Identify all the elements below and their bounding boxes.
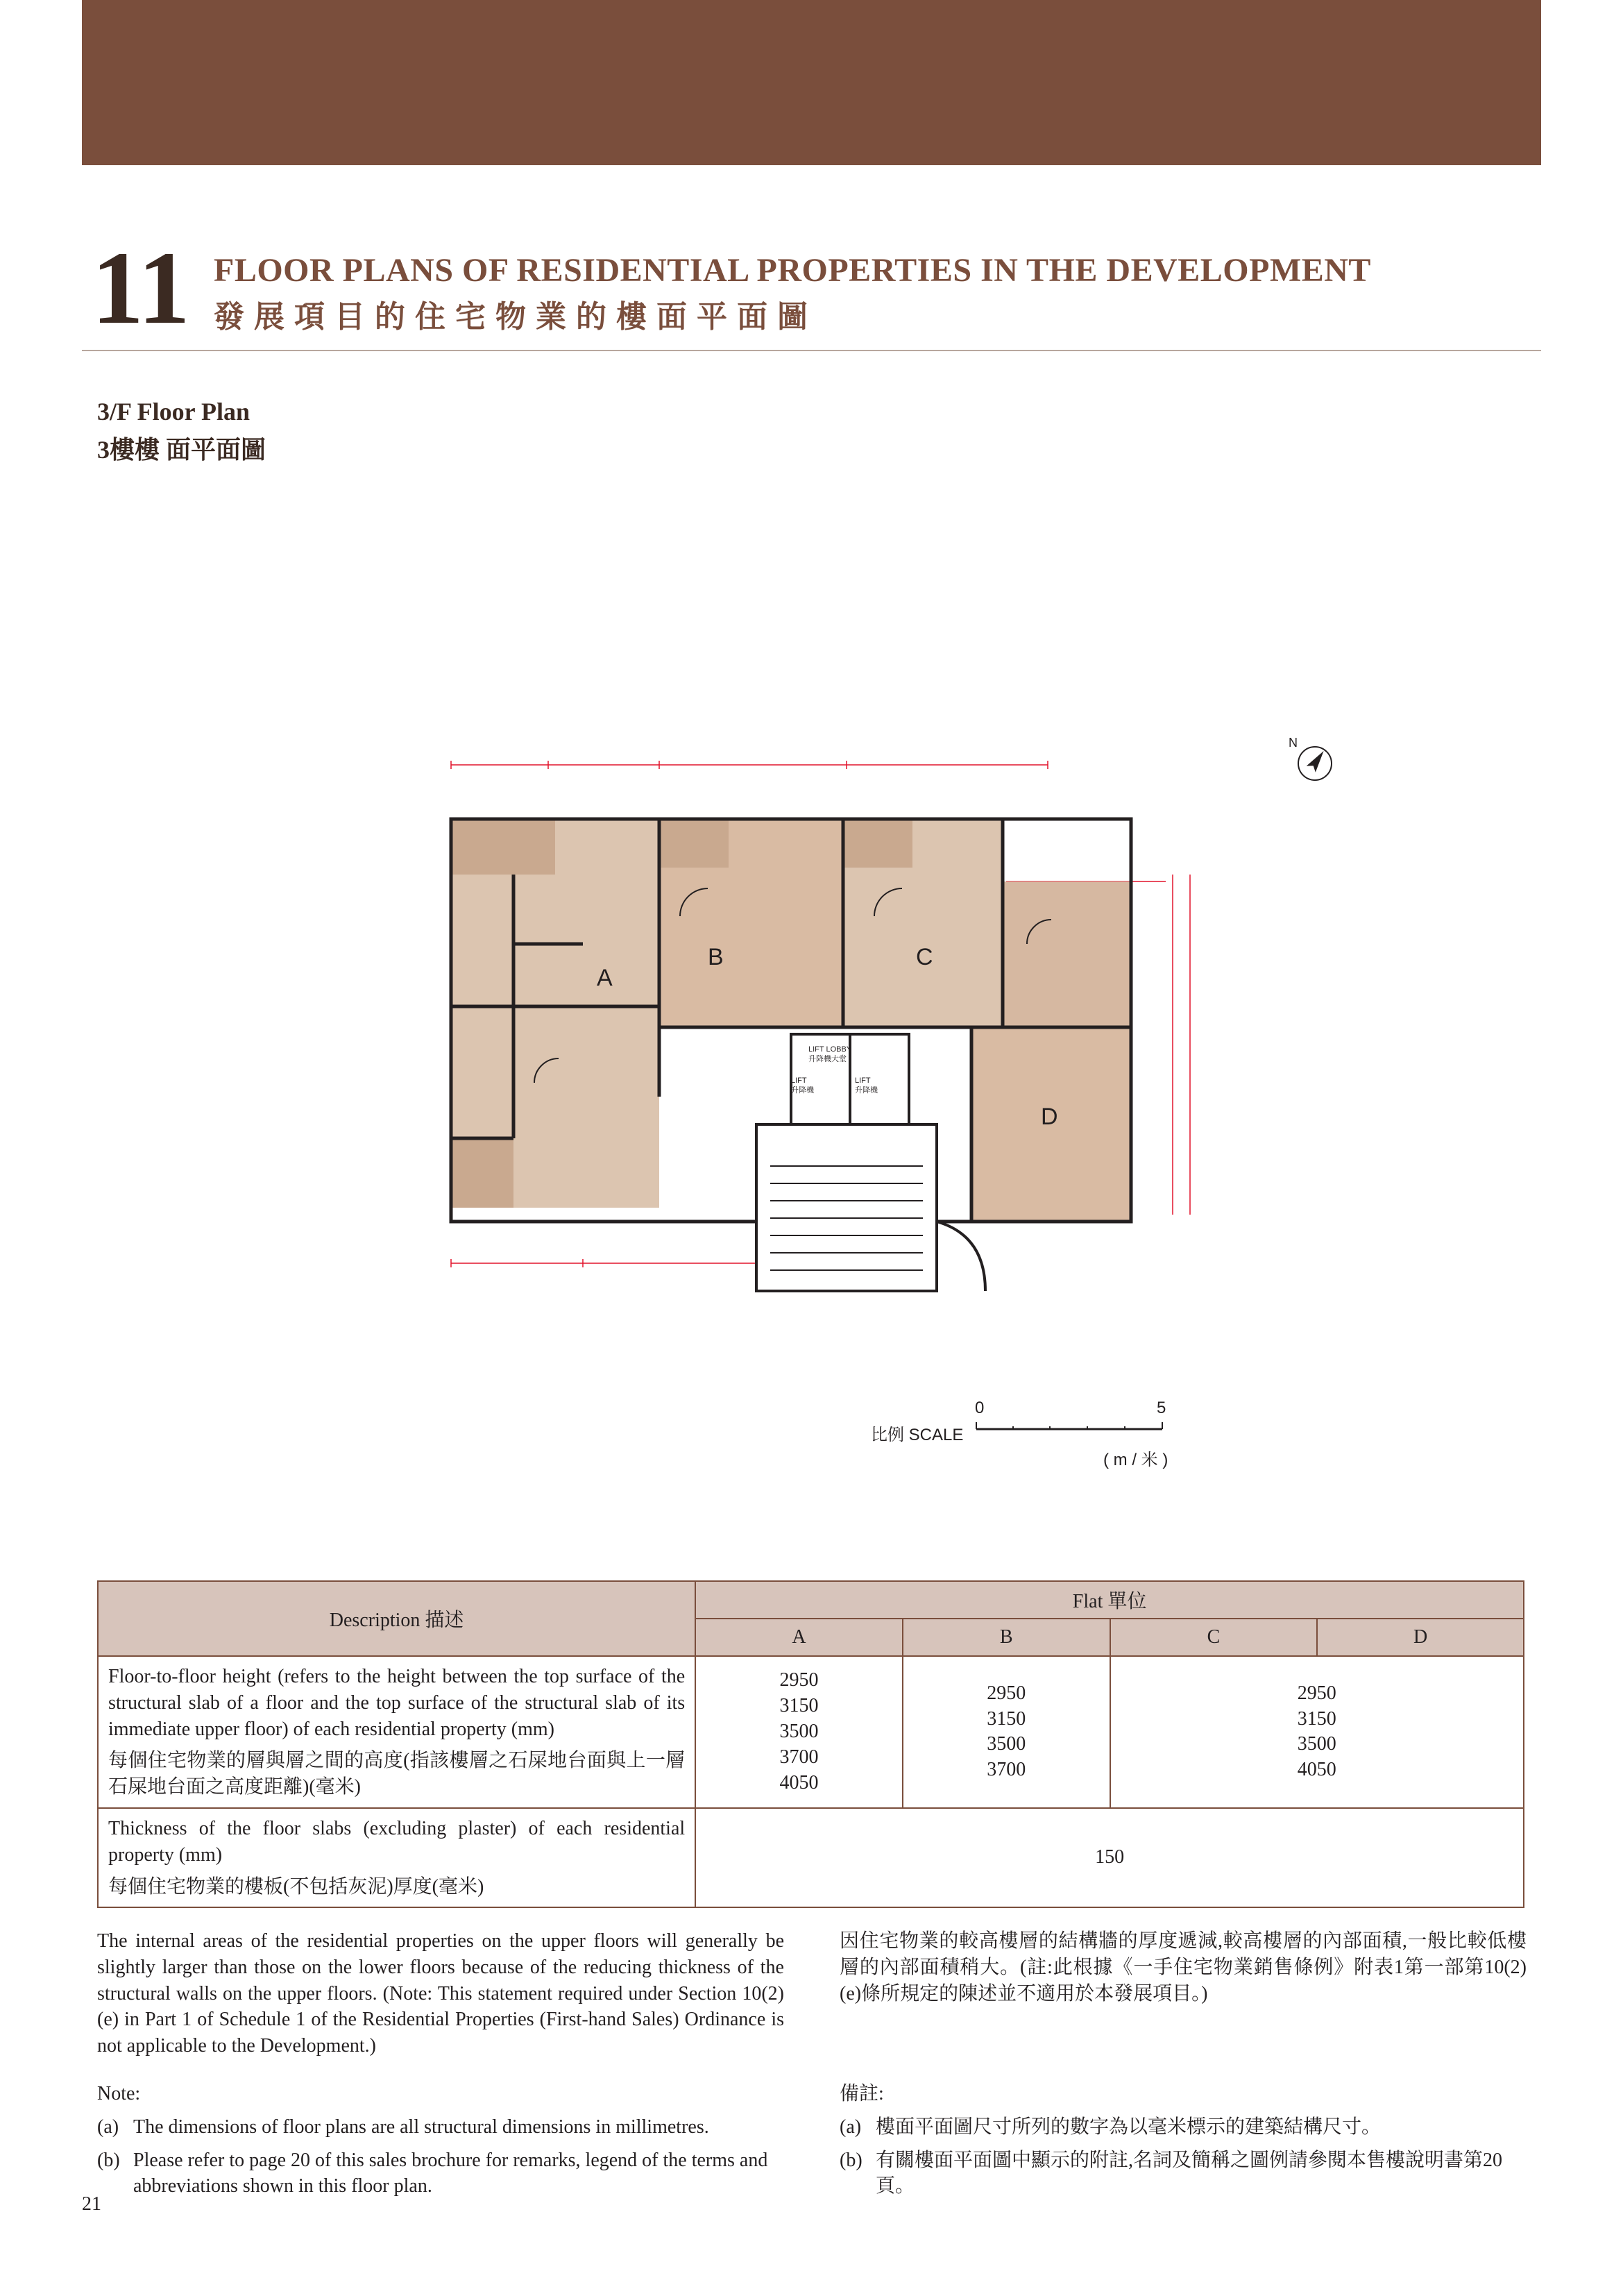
scale-label: 比例 SCALE [871, 1426, 964, 1444]
height-value: 3500 [1297, 1733, 1336, 1755]
flat-c-header: C [1110, 1619, 1318, 1656]
height-value: 4050 [1297, 1759, 1336, 1781]
height-value: 3150 [1297, 1707, 1336, 1730]
lift-lobby-label: LIFT LOBBY [808, 1045, 852, 1054]
flat-spec-table [97, 1580, 1524, 1908]
description-header: Description 描述 [98, 1581, 695, 1656]
height-value: 2950 [987, 1682, 1026, 1704]
slab-desc-zh: 每個住宅物業的樓板(不包括灰泥)厚度(毫米) [108, 1875, 484, 1898]
note-item [97, 2147, 784, 2200]
note-label: (b) [97, 2149, 120, 2171]
height-value: 3700 [779, 1746, 819, 1768]
notes-title-zh: 備註: [840, 2083, 884, 2104]
lift-label: LIFT [791, 1077, 807, 1085]
note-item [840, 2147, 1527, 2200]
flat-a-heights [695, 1656, 903, 1808]
scale-five: 5 [1157, 1399, 1166, 1417]
unit-label: A [597, 965, 613, 991]
flat-a-header: A [695, 1619, 903, 1656]
chapter-title-zh: 發展項目的住宅物業的樓面平面圖 [214, 300, 817, 334]
lift-lobby-label-zh: 升降機大堂 [808, 1055, 847, 1063]
flat-d-header: D [1317, 1619, 1524, 1656]
notes-zh [840, 2081, 1527, 2200]
height-value: 3150 [987, 1707, 1026, 1730]
note-label: (a) [840, 2116, 862, 2138]
scale-ruler [975, 1419, 1164, 1433]
flat-cd-heights [1110, 1656, 1524, 1808]
height-value: 4050 [779, 1771, 819, 1793]
floor-height-description [98, 1656, 695, 1808]
height-value: 3500 [779, 1721, 819, 1743]
remarks-en: The internal areas of the residential properties on the upper floors will generally be slightly larger than those on the lower floors because of the reducing thickness of the structural walls on the upper floors. (Note: This statement required under Section 10(2)(e) in Part 1 of Schedule 1 of the Residential Properties (First-hand Sales) Ordinance is not applicable to the Development.) [97, 1930, 784, 2057]
note-item [97, 2114, 784, 2141]
height-value: 2950 [779, 1669, 819, 1691]
height-value: 2950 [1297, 1682, 1336, 1704]
note-label: (a) [97, 2116, 119, 2138]
slab-thickness-description [98, 1808, 695, 1907]
note-item [840, 2114, 1527, 2141]
note-text: 有關樓面平面圖中顯示的附註,名詞及簡稱之圖例請參閱本售樓說明書第20頁。 [876, 2149, 1503, 2197]
note-text: Please refer to page 20 of this sales brochure for remarks, legend of the terms and abbreviations shown in this floor plan. [133, 2149, 768, 2197]
north-label: N [1289, 736, 1298, 750]
slab-desc-en: Thickness of the floor slabs (excluding plaster) of each residential property (mm) [108, 1817, 686, 1866]
remarks-zh: 因住宅物業的較高樓層的結構牆的厚度遞減,較高樓層的內部面積,一般比較低樓層的內部面積稍大。(註:此根據《一手住宅物業銷售條例》附表1第一部第10(2)(e)條所規定的陳述並不適用於本發展項目。) [840, 1930, 1527, 2004]
floor-plan-drawing [430, 736, 1277, 1340]
flat-b-header: B [903, 1619, 1110, 1656]
table-row [98, 1656, 1524, 1808]
note-text: The dimensions of floor plans are all structural dimensions in millimetres. [133, 2116, 709, 2138]
slab-thickness-value: 150 [695, 1808, 1524, 1907]
flat-header: Flat 單位 [695, 1581, 1524, 1619]
table-row [98, 1808, 1524, 1907]
lift-label: LIFT [855, 1077, 871, 1085]
floor-height-desc-zh: 每個住宅物業的層與層之間的高度(指該樓層之石屎地台面與上一層石屎地台面之高度距離)(毫米) [108, 1750, 686, 1798]
notes-en [97, 2081, 784, 2200]
flat-b-heights [903, 1656, 1110, 1808]
page-number: 21 [82, 2193, 101, 2215]
chapter-number: 11 [92, 230, 190, 346]
unit-label: D [1041, 1104, 1058, 1130]
header-band [82, 0, 1541, 165]
note-text: 樓面平面圖尺寸所列的數字為以毫米標示的建築結構尺寸。 [876, 2116, 1382, 2138]
header-divider [82, 350, 1541, 351]
core [756, 1034, 985, 1291]
scale-zero: 0 [975, 1399, 985, 1417]
scale-unit: ( m / 米 ) [1103, 1451, 1169, 1469]
height-value: 3150 [779, 1695, 819, 1717]
lift-label-zh: 升降機 [855, 1086, 878, 1095]
height-value: 3500 [987, 1733, 1026, 1755]
north-arrow-icon [1287, 736, 1336, 784]
floor-height-desc-en: Floor-to-floor height (refers to the height between the top surface of the structural slab of a floor and the top surface of the structural slab of its immediate upper floor) of each residential property (mm) [108, 1666, 686, 1740]
chapter-title-en: FLOOR PLANS OF RESIDENTIAL PROPERTIES IN THE DEVELOPMENT [214, 252, 1371, 289]
notes-title-en: Note: [97, 2083, 141, 2104]
floor-plan-title-zh: 3樓樓 面平面圖 [97, 436, 266, 464]
lift-label-zh: 升降機 [791, 1086, 814, 1095]
unit-label: B [708, 944, 724, 970]
floor-plan-title-en: 3/F Floor Plan [97, 398, 250, 425]
height-value: 3700 [987, 1759, 1026, 1781]
unit-label: C [916, 944, 933, 970]
note-label: (b) [840, 2149, 863, 2171]
